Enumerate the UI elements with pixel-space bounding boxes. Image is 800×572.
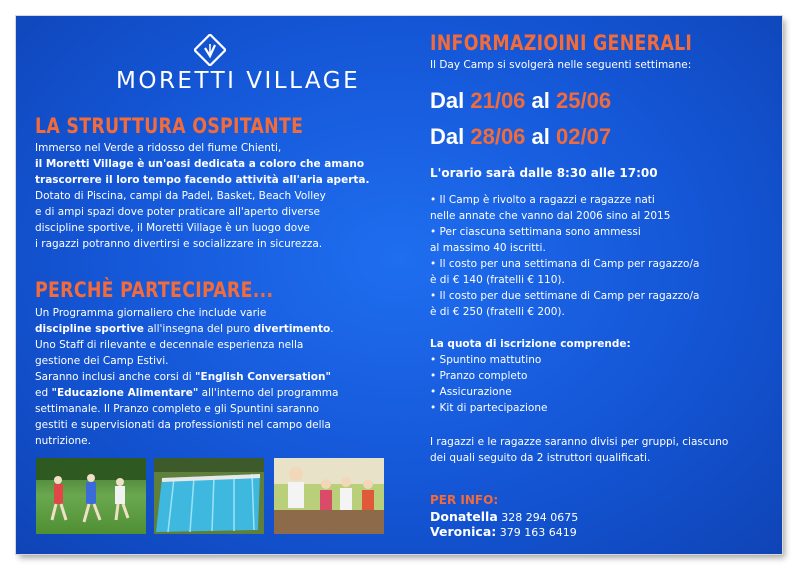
struttura-line-6: discipline sportive, il Moretti Village è un luogo dove [35, 222, 310, 234]
partecipare-line-7: settimanale. Il Pranzo completo e gli Spuntini saranno [35, 403, 320, 415]
detail-line-1: • Il Camp è rivolto a ragazzi e ragazze nati [430, 194, 655, 206]
partecipare-line-4: gestione dei Camp Estivi. [35, 355, 169, 367]
partecipare-line-2: discipline sportive all'insegna del puro divertimento. [35, 323, 334, 335]
struttura-heading: LA STRUTTURA OSPITANTE [35, 114, 304, 138]
struttura-line-4: Dotato di Piscina, campi da Padel, Basket, Beach Volley [35, 190, 326, 202]
moretti-village-logo-icon [194, 34, 226, 66]
groups-line-1: I ragazzi e le ragazze saranno divisi per gruppi, ciascuno [430, 436, 729, 448]
partecipare-line-3: Uno Staff di rilevante e decennale esperienza nella [35, 339, 304, 351]
flyer [16, 16, 782, 554]
groups-line-2: dei quali seguito da 2 istruttori qualificati. [430, 452, 651, 464]
quota-heading: La quota di iscrizione comprende: [430, 338, 631, 350]
photo-swimming-pool [154, 458, 264, 534]
quota-item-1: • Spuntino mattutino [430, 354, 542, 366]
week-1: Dal 21/06 al 25/06 [430, 88, 612, 113]
quota-item-4: • Kit di partecipazione [430, 402, 548, 414]
detail-line-6: è di € 140 (fratelli € 110). [430, 274, 565, 286]
partecipare-heading: PERCHÈ PARTECIPARE... [35, 278, 274, 302]
detail-line-3: • Per ciascuna settimana sono ammessi [430, 226, 641, 238]
detail-line-7: • Il costo per due settimane di Camp per ragazzo/a [430, 290, 700, 302]
partecipare-line-5: Saranno inclusi anche corsi di "English Conversation" [35, 371, 331, 383]
contact-veronica: Veronica: 379 163 6419 [430, 524, 577, 539]
quota-item-3: • Assicurazione [430, 386, 512, 398]
orario: L'orario sarà dalle 8:30 alle 17:00 [430, 166, 658, 180]
brand-name: MORETTI VILLAGE [116, 68, 361, 94]
info-heading: INFORMAZIOINI GENERALI [430, 31, 693, 55]
info-intro: Il Day Camp si svolgerà nelle seguenti settimane: [430, 59, 692, 71]
contact-donatella: Donatella 328 294 0675 [430, 509, 579, 524]
photo-kids-playing [36, 458, 146, 534]
struttura-line-1: Immerso nel Verde a ridosso del fiume Chienti, [35, 142, 282, 154]
quota-item-2: • Pranzo completo [430, 370, 528, 382]
struttura-line-2: il Moretti Village è un'oasi dedicata a coloro che amano [35, 158, 365, 170]
week-2: Dal 28/06 al 02/07 [430, 124, 612, 149]
partecipare-line-6: ed "Educazione Alimentare" all'interno del programma [35, 387, 339, 399]
contacts-heading: PER INFO: [430, 493, 499, 507]
partecipare-line-1: Un Programma giornaliero che include varie [35, 307, 267, 319]
struttura-line-7: i ragazzi potranno divertirsi e socializzare in sicurezza. [35, 238, 323, 250]
detail-line-2: nelle annate che vanno dal 2006 sino al 2015 [430, 210, 671, 222]
detail-line-4: al massimo 40 iscritti. [430, 242, 546, 254]
photo-kids-running [274, 458, 384, 534]
detail-line-8: è di € 250 (fratelli € 200). [430, 306, 565, 318]
struttura-line-3: trascorrere il loro tempo facendo attività all'aria aperta. [35, 174, 370, 186]
struttura-line-5: e di ampi spazi dove poter praticare all'aperto diverse [35, 206, 321, 218]
partecipare-line-8: gestiti e supervisionati da professionisti nel campo della [35, 419, 331, 431]
detail-line-5: • Il costo per una settimana di Camp per ragazzo/a [430, 258, 700, 270]
partecipare-line-9: nutrizione. [35, 435, 91, 447]
